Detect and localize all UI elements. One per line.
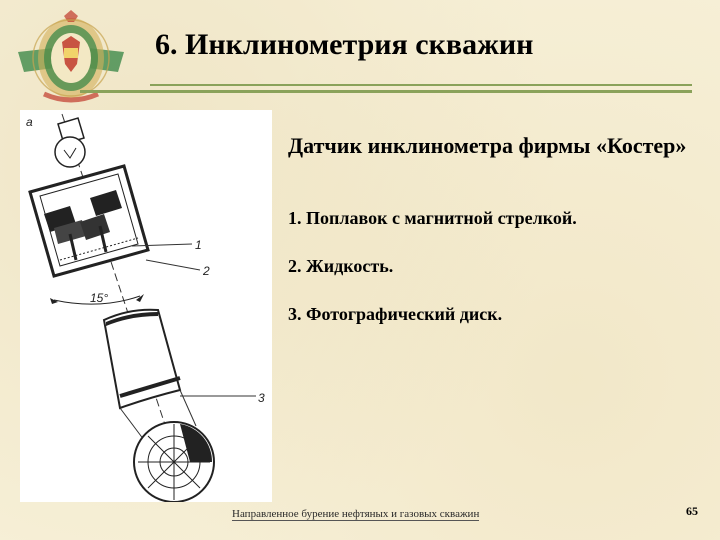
figure-label-a: а: [26, 115, 33, 129]
slide-title: 6. Инклинометрия скважин: [155, 28, 534, 61]
item-liquid: 2. Жидкость.: [288, 256, 394, 276]
page-number: 65: [686, 504, 698, 518]
figure-label-1: 1: [195, 238, 202, 252]
item-float-magnetic-needle: 1. Поплавок с магнитной стрелкой.: [288, 208, 577, 228]
lamp-icon: [55, 118, 85, 167]
inclinometer-sensor-diagram: [20, 110, 272, 502]
figure-label-3: 3: [258, 391, 265, 405]
photographic-disc: [134, 422, 214, 502]
figure-label-2: 2: [203, 264, 210, 278]
float-chamber: [30, 166, 148, 276]
title-rule-top: [150, 84, 692, 86]
footer-course-title: Направленное бурение нефтяных и газовых скважин: [232, 508, 480, 520]
camera-body: [104, 310, 180, 408]
sensor-heading: Датчик инклинометра фирмы «Костер»: [288, 133, 687, 158]
university-logo-icon: [14, 8, 128, 108]
title-rule-bottom: [80, 90, 692, 93]
item-photographic-disc: 3. Фотографический диск.: [288, 304, 503, 324]
figure-angle-label: 15°: [90, 291, 109, 305]
